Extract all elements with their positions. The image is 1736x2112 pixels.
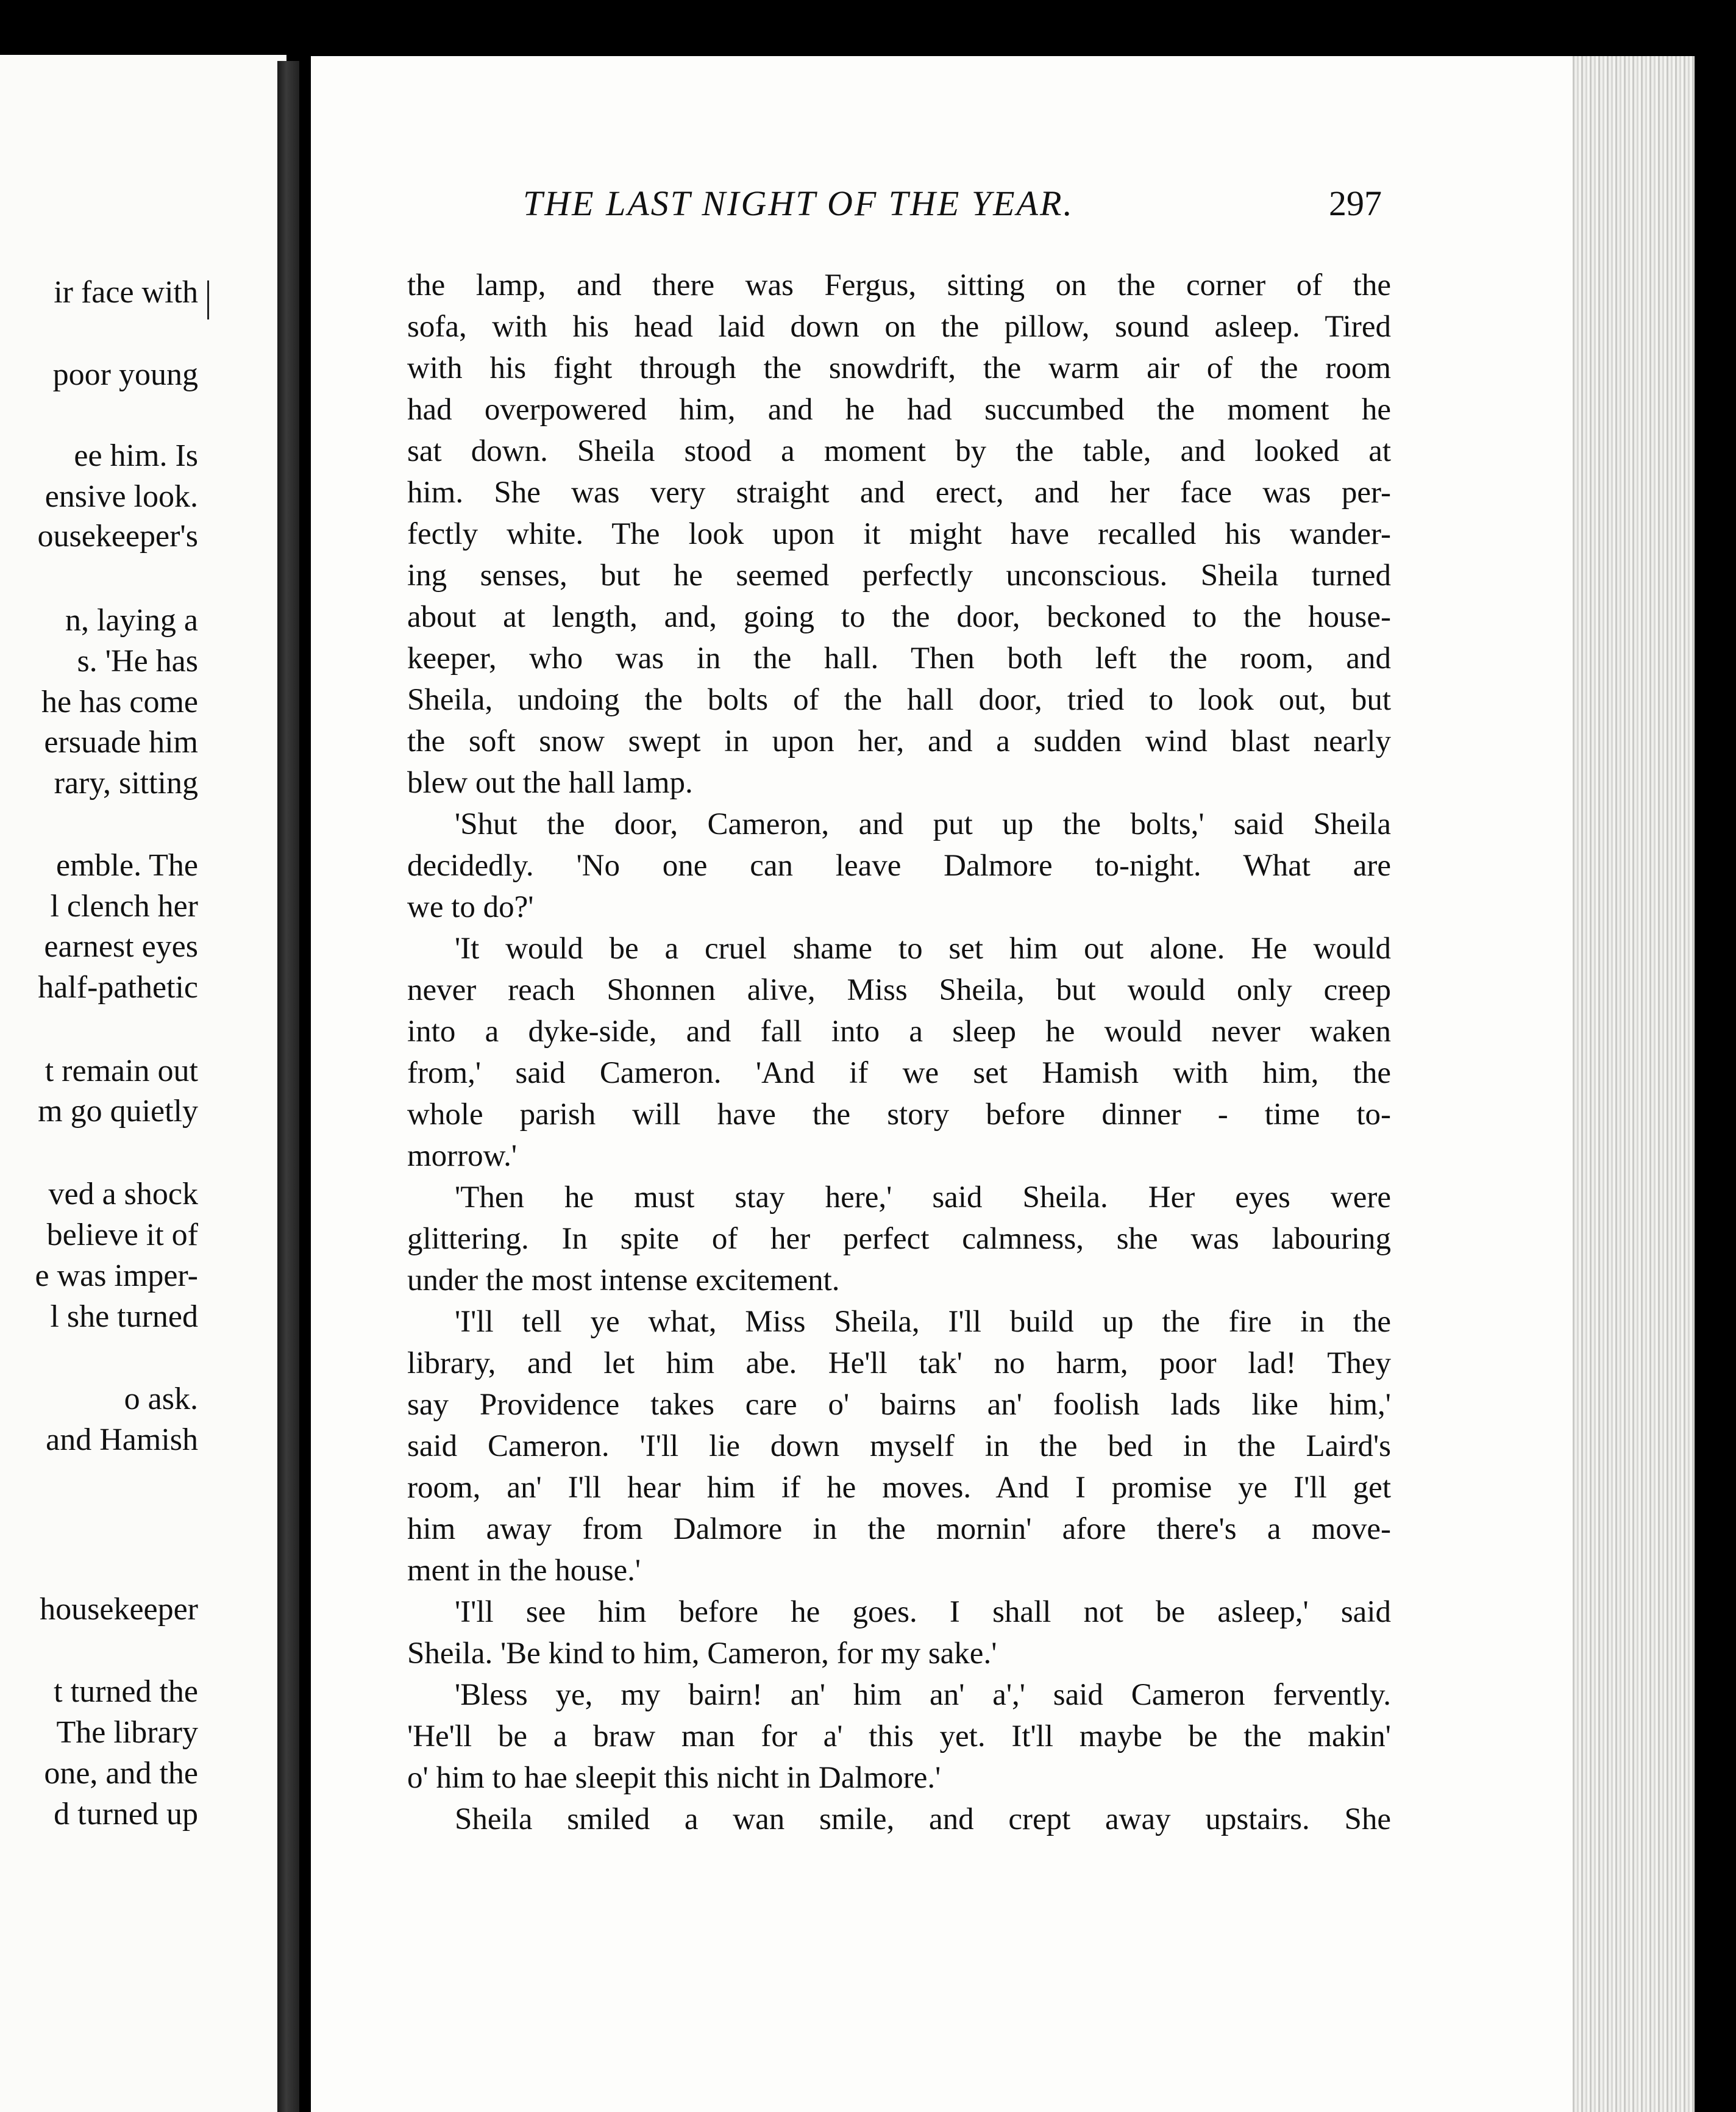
text-line: 'It would be a cruel shame to set him out alone. He would	[455, 932, 1391, 966]
text-line: had overpowered him, and he had succumbed the moment he	[407, 393, 1391, 427]
text-line: him away from Dalmore in the mornin' afore there's a move-	[407, 1512, 1391, 1546]
left-page-line: he has come	[41, 685, 198, 719]
text-line: 'Shut the door, Cameron, and put up the bolts,' said Sheila	[455, 807, 1391, 841]
left-page-line: t turned the	[54, 1674, 198, 1709]
text-line: Sheila. 'Be kind to him, Cameron, for my sake.'	[407, 1636, 997, 1671]
left-page-line: ousekeeper's	[37, 519, 198, 554]
text-line: keeper, who was in the hall. Then both left the room, and	[407, 641, 1391, 676]
text-line: Sheila smiled a wan smile, and crept away upstairs. She	[455, 1802, 1391, 1836]
text-line: about at length, and, going to the door, beckoned to the house-	[407, 600, 1391, 634]
text-line: decidedly. 'No one can leave Dalmore to-night. What are	[407, 849, 1391, 883]
left-page-line: half-pathetic	[38, 970, 198, 1005]
text-line: blew out the hall lamp.	[407, 766, 693, 800]
text-line: we to do?'	[407, 890, 534, 924]
body-text	[407, 265, 1391, 1840]
book-gutter	[277, 61, 299, 2112]
text-line: morrow.'	[407, 1139, 518, 1173]
text-line: o' him to hae sleepit this nicht in Dalmore.'	[407, 1761, 941, 1795]
left-page-line: e was imper-	[35, 1258, 198, 1293]
text-line: 'Then he must stay here,' said Sheila. Her eyes were	[455, 1180, 1391, 1215]
text-line: from,' said Cameron. 'And if we set Hamish with him, the	[407, 1056, 1391, 1090]
left-page-line: ir face with	[54, 275, 198, 310]
left-page-line: d turned up	[54, 1797, 198, 1832]
text-line: him. She was very straight and erect, and her face was per-	[407, 476, 1391, 510]
left-page-line: and Hamish	[46, 1422, 198, 1457]
text-line: glittering. In spite of her perfect calmness, she was labouring	[407, 1222, 1391, 1256]
text-line: room, an' I'll hear him if he moves. And I promise ye I'll get	[407, 1471, 1391, 1505]
left-page-line: earnest eyes	[44, 929, 198, 964]
text-line: into a dyke-side, and fall into a sleep he would never waken	[407, 1015, 1391, 1049]
text-line: fectly white. The look upon it might have recalled his wander-	[407, 517, 1391, 551]
left-page-line: l she turned	[50, 1299, 198, 1334]
left-page-line: ersuade him	[44, 725, 198, 760]
text-line: library, and let him abe. He'll tak' no harm, poor lad! They	[407, 1346, 1391, 1380]
page-number: 297	[1329, 184, 1382, 223]
left-page-line: ensive look.	[44, 479, 198, 514]
left-page-line: m go quietly	[38, 1094, 198, 1129]
left-page-line: believe it of	[46, 1218, 198, 1252]
left-page-line: s. 'He has	[77, 644, 198, 679]
left-page	[0, 55, 286, 2112]
text-line: with his fight through the snowdrift, the warm air of the room	[407, 351, 1391, 385]
text-line: say Providence takes care o' bairns an' foolish lads like him,'	[407, 1388, 1391, 1422]
text-line: ing senses, but he seemed perfectly unconscious. Sheila turned	[407, 558, 1391, 593]
text-line: sat down. Sheila stood a moment by the table, and looked at	[407, 434, 1391, 468]
page-edges	[1573, 56, 1695, 2112]
left-page-line: o ask.	[124, 1382, 198, 1416]
text-line: under the most intense excitement.	[407, 1263, 840, 1297]
left-page-line: t remain out	[44, 1054, 198, 1088]
left-page-line: one, and the	[44, 1756, 198, 1791]
margin-mark	[207, 280, 209, 319]
left-page-line: emble. The	[56, 848, 198, 883]
left-page-line: ved a shock	[48, 1177, 198, 1211]
text-line: 'Bless ye, my bairn! an' him an' a',' said Cameron fervently.	[455, 1678, 1391, 1712]
left-page-line: l clench her	[50, 889, 198, 924]
text-line: sofa, with his head laid down on the pillow, sound asleep. Tired	[407, 310, 1391, 344]
text-line: 'He'll be a braw man for a' this yet. It'll maybe be the makin'	[407, 1719, 1391, 1753]
text-line: the soft snow swept in upon her, and a sudden wind blast nearly	[407, 724, 1391, 758]
text-line: Sheila, undoing the bolts of the hall door, tried to look out, but	[407, 683, 1391, 717]
text-line: 'I'll see him before he goes. I shall not be asleep,' said	[455, 1595, 1391, 1629]
left-page-line: housekeeper	[40, 1592, 198, 1627]
text-line: the lamp, and there was Fergus, sitting on the corner of the	[407, 268, 1391, 302]
left-page-line: rary, sitting	[54, 766, 198, 801]
text-line: whole parish will have the story before dinner - time to-	[407, 1097, 1391, 1132]
running-head: THE LAST NIGHT OF THE YEAR.	[523, 184, 1074, 223]
left-page-line: poor young	[52, 357, 198, 392]
left-page-line: ee him. Is	[74, 438, 198, 473]
text-line: said Cameron. 'I'll lie down myself in the bed in the Laird's	[407, 1429, 1391, 1463]
text-line: never reach Shonnen alive, Miss Sheila, but would only creep	[407, 973, 1391, 1007]
text-line: 'I'll tell ye what, Miss Sheila, I'll build up the fire in the	[455, 1305, 1391, 1339]
left-page-line: The library	[56, 1715, 198, 1750]
left-page-line: n, laying a	[65, 603, 198, 638]
text-line: ment in the house.'	[407, 1554, 641, 1588]
